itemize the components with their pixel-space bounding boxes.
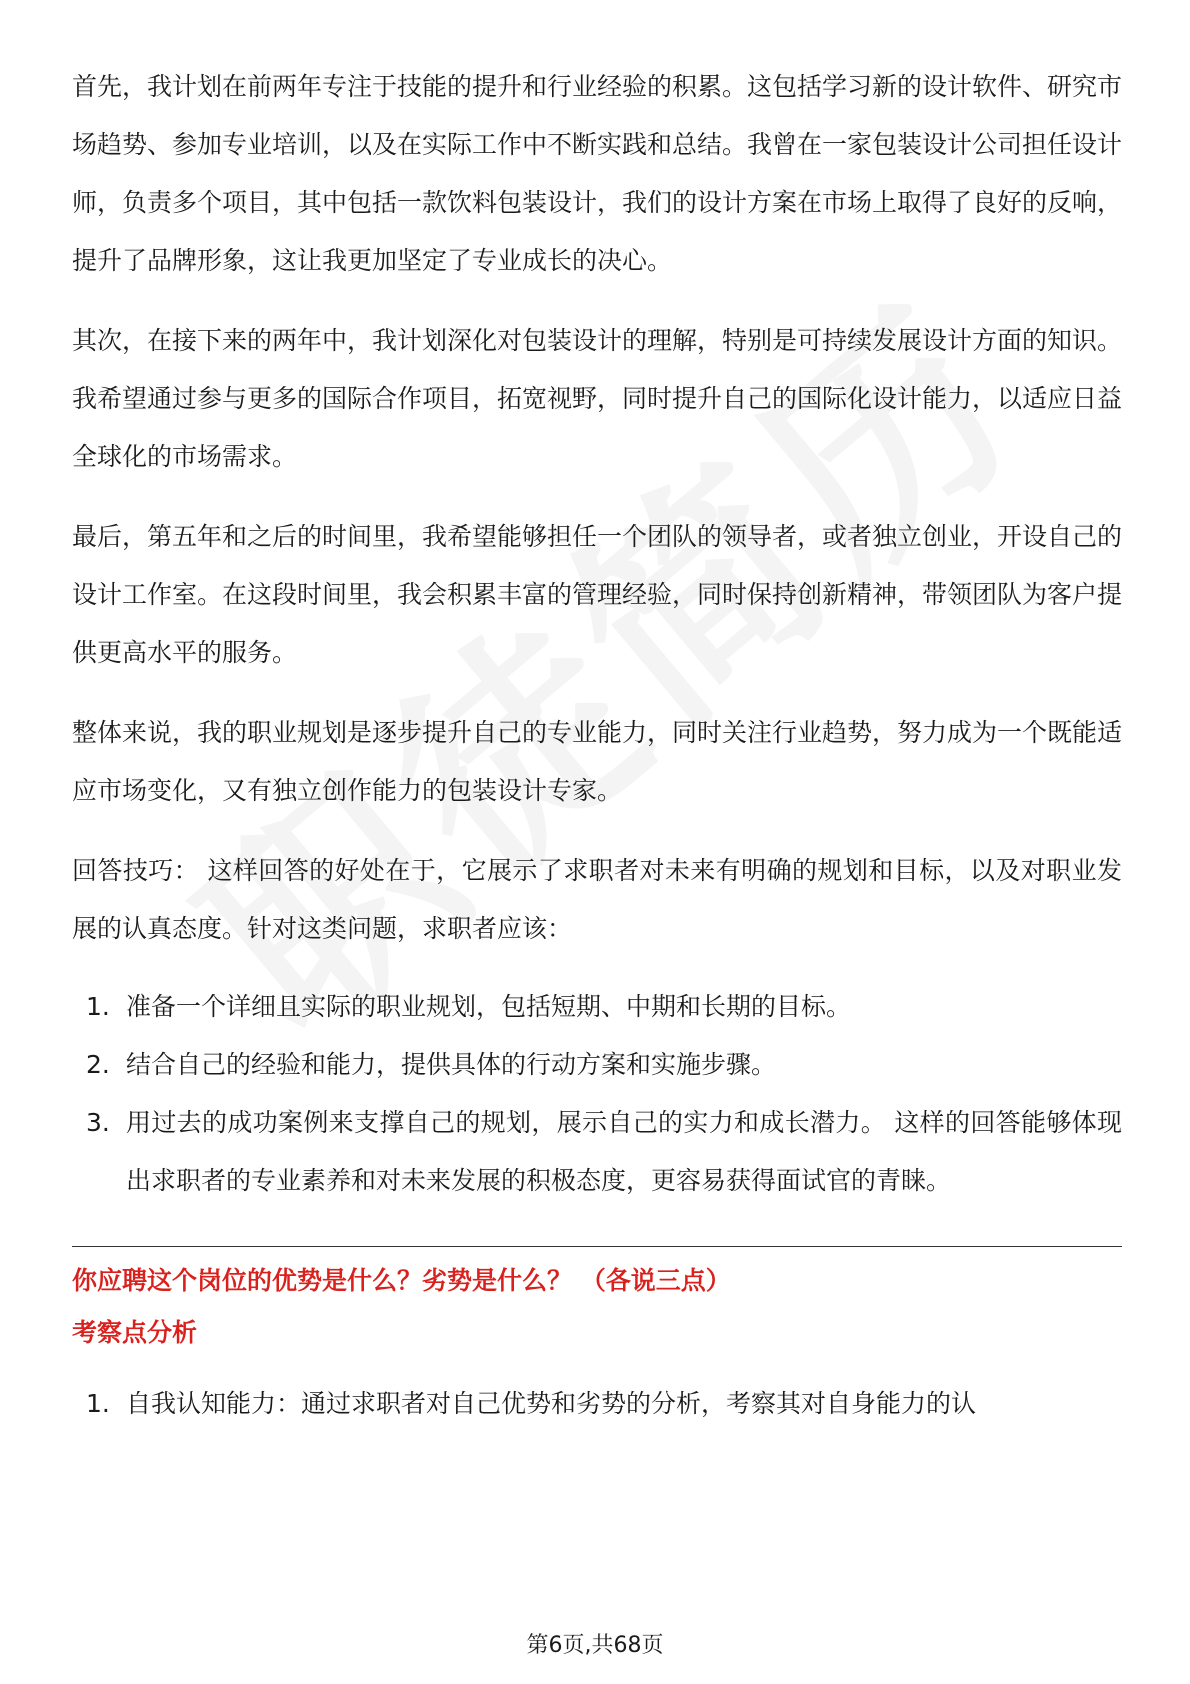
list-number: 3. [86,1108,110,1137]
question-heading: 你应聘这个岗位的优势是什么？劣势是什么？ （各说三点） [72,1266,731,1295]
paragraph-second: 其次，在接下来的两年中，我计划深化对包装设计的理解，特别是可持续发展设计方面的知识。我希望通过参与更多的国际合作项目，拓宽视野，同时提升自己的国际化设计能力，以适应日益全球化的市场需求。 [72,326,1123,471]
page-number-footer: 第6页,共68页 [526,1633,664,1658]
list-item-text: 结合自己的经验和能力，提供具体的行动方案和实施步骤。 [126,1050,777,1079]
list-item-text: 自我认知能力：通过求职者对自己优势和劣势的分析，考察其对自身能力的认 [126,1389,977,1418]
list-item [72,1036,1122,1094]
list-item-text: 用过去的成功案例来支撑自己的规划，展示自己的实力和成长潜力。 这样的回答能够体现出求职者的专业素养和对未来发展的积极态度，更容易获得面试官的青睐。 [126,1108,1122,1195]
paragraph-third: 最后，第五年和之后的时间里，我希望能够担任一个团队的领导者，或者独立创业，开设自己的设计工作室。在这段时间里，我会积累丰富的管理经验，同时保持创新精神，带领团队为客户提供更高水平的服务。 [72,522,1123,667]
list-item-text: 准备一个详细且实际的职业规划，包括短期、中期和长期的目标。 [126,992,852,1021]
list-item [72,978,1122,1036]
section-divider [72,1246,1122,1247]
analysis-subheading: 考察点分析 [72,1318,198,1347]
page-content [72,58,1122,1433]
analysis-list [72,1375,1122,1433]
paragraph-summary: 整体来说，我的职业规划是逐步提升自己的专业能力，同时关注行业趋势，努力成为一个既能适应市场变化，又有独立创作能力的包装设计专家。 [72,718,1123,805]
list-item [72,1375,1122,1433]
list-item [72,1094,1122,1210]
tips-list [72,978,1122,1210]
paragraph-first: 首先，我计划在前两年专注于技能的提升和行业经验的积累。这包括学习新的设计软件、研究市场趋势、参加专业培训，以及在实际工作中不断实践和总结。我曾在一家包装设计公司担任设计师，负责多个项目，其中包括一款饮料包装设计，我们的设计方案在市场上取得了良好的反响，提升了品牌形象，这让我更加坚定了专业成长的决心。 [72,72,1123,275]
paragraph-answer-tips: 回答技巧： 这样回答的好处在于，它展示了求职者对未来有明确的规划和目标，以及对职业发展的认真态度。针对这类问题，求职者应该： [72,856,1122,943]
list-number: 2. [86,1050,110,1079]
list-number: 1. [86,1389,110,1418]
list-number: 1. [86,992,110,1021]
